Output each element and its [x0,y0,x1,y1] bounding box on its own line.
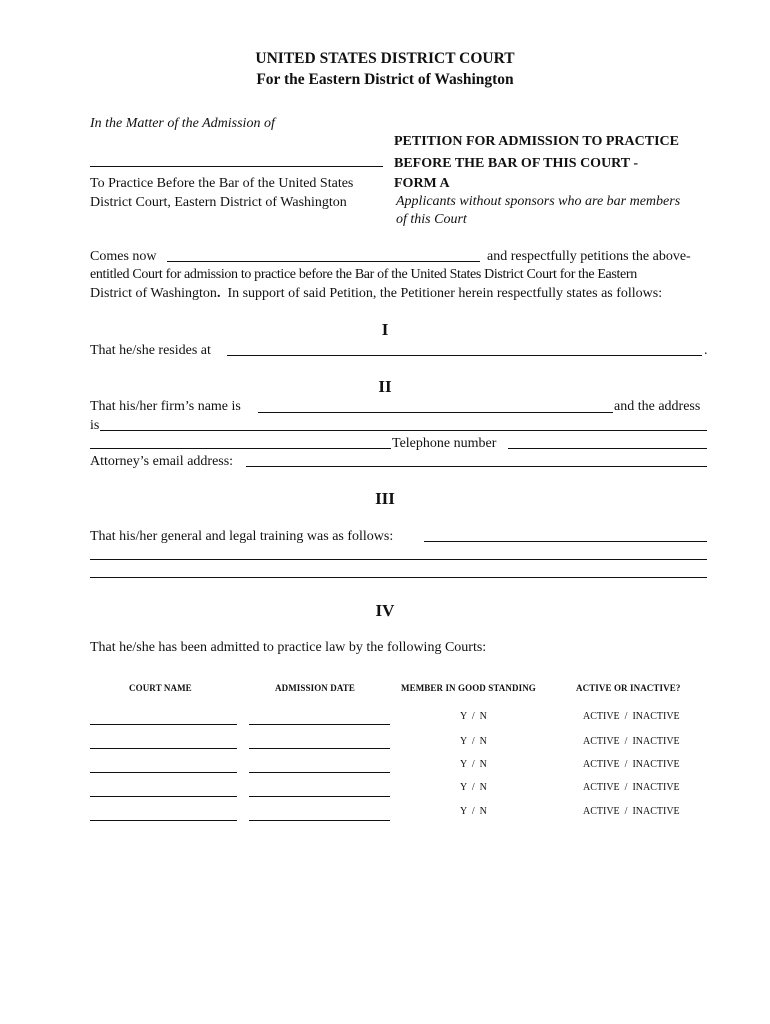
and-address-label: and the address [614,399,701,414]
court-name-field[interactable] [90,772,237,773]
address-field-line-2[interactable] [90,448,391,449]
column-header-admission-date: ADMISSION DATE [275,683,355,693]
matter-label: In the Matter of the Admission of [90,116,275,131]
column-header-court-name: COURT NAME [129,683,192,693]
standing-choice[interactable]: Y / N [460,711,487,722]
court-name-field[interactable] [90,748,237,749]
address-is-label: is [90,418,100,433]
petition-title-line-1: PETITION FOR ADMISSION TO PRACTICE [394,134,679,149]
intro-line-3 [90,285,662,302]
applicant-name-field[interactable] [90,166,383,167]
petition-subtitle-line-2: of this Court [396,212,467,227]
address-field-line-1[interactable] [100,430,707,431]
status-choice[interactable]: ACTIVE / INACTIVE [583,759,680,770]
training-field-line-3[interactable] [90,577,707,578]
firm-name-label: That his/her firm’s name is [90,399,241,414]
section-numeral-iii: III [375,489,395,508]
resides-period: . [704,343,708,358]
status-choice[interactable]: ACTIVE / INACTIVE [583,806,680,817]
standing-choice[interactable]: Y / N [460,736,487,747]
court-name-field[interactable] [90,796,237,797]
training-field-line-1[interactable] [424,541,707,542]
respectfully-text: and respectfully petitions the above- [487,249,691,264]
email-field[interactable] [246,466,707,467]
petition-form-label: FORM A [394,176,450,191]
section-numeral-iv: IV [375,601,395,620]
period-mark: . [216,286,221,301]
telephone-field[interactable] [508,448,707,449]
column-header-good-standing: MEMBER IN GOOD STANDING [401,683,536,693]
training-label: That his/her general and legal training was as follows: [90,529,394,544]
admitted-courts-label: That he/she has been admitted to practice law by the following Courts: [90,640,487,655]
standing-choice[interactable]: Y / N [460,782,487,793]
status-choice[interactable]: ACTIVE / INACTIVE [583,711,680,722]
practice-line-1: To Practice Before the Bar of the United States [90,176,354,191]
section-numeral-ii: II [378,377,392,396]
admission-date-field[interactable] [249,796,390,797]
status-choice[interactable]: ACTIVE / INACTIVE [583,782,680,793]
standing-choice[interactable]: Y / N [460,759,487,770]
petition-title-line-2: BEFORE THE BAR OF THIS COURT - [394,156,639,171]
intro-line-2: entitled Court for admission to practice before the Bar of the United States District Court for the Eastern [90,267,637,282]
residence-field[interactable] [227,355,702,356]
petitioner-name-field[interactable] [167,261,480,262]
admission-date-field[interactable] [249,724,390,725]
admission-date-field[interactable] [249,748,390,749]
standing-choice[interactable]: Y / N [460,806,487,817]
column-header-active-inactive: ACTIVE OR INACTIVE? [576,683,681,693]
district-subtitle: For the Eastern District of Washington [256,71,514,88]
resides-label: That he/she resides at [90,343,211,358]
court-title: UNITED STATES DISTRICT COURT [255,50,515,67]
admission-date-field[interactable] [249,820,390,821]
status-choice[interactable]: ACTIVE / INACTIVE [583,736,680,747]
practice-line-2: District Court, Eastern District of Washington [90,195,347,210]
section-numeral-i: I [381,320,389,339]
training-field-line-2[interactable] [90,559,707,560]
district-name-text: District of Washington [90,286,217,301]
admission-date-field[interactable] [249,772,390,773]
comes-now-label: Comes now [90,249,157,264]
court-name-field[interactable] [90,820,237,821]
support-text: In support of said Petition, the Petitioner herein respectfully states as follows: [227,286,663,301]
telephone-label: Telephone number [392,436,497,451]
firm-name-field[interactable] [258,412,613,413]
court-name-field[interactable] [90,724,237,725]
email-label: Attorney’s email address: [90,454,234,469]
petition-subtitle-line-1: Applicants without sponsors who are bar members [396,194,681,209]
